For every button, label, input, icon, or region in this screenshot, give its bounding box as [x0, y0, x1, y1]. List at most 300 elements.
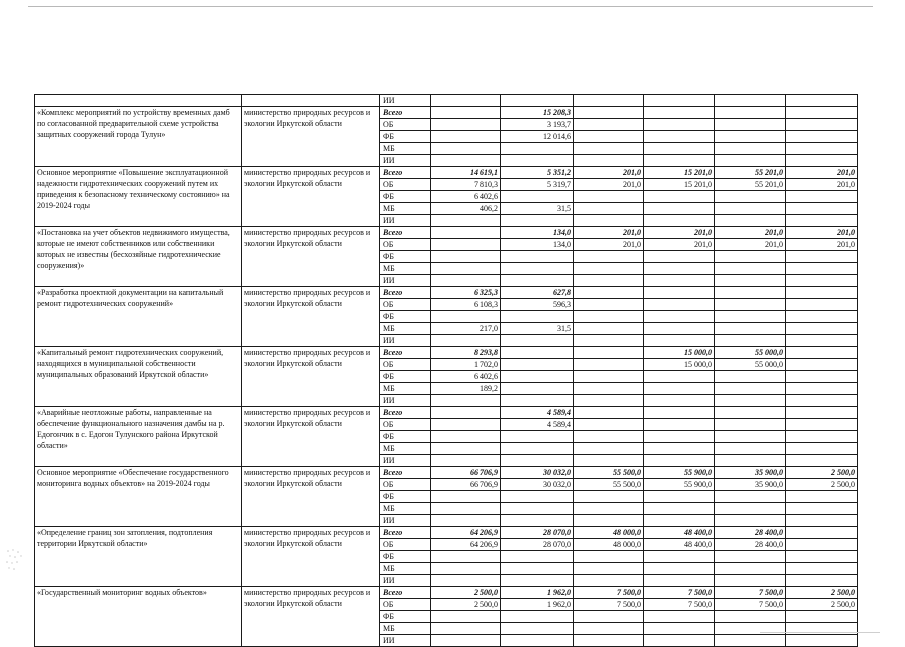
funding-amount-cell: 7 500,0 — [574, 599, 644, 611]
funding-source-cell: ОБ — [380, 479, 431, 491]
funding-amount-cell: 31,5 — [501, 203, 574, 215]
funding-amount-cell — [574, 275, 644, 287]
funding-amount-cell: 201,0 — [715, 239, 786, 251]
funding-amount-cell: 1 962,0 — [501, 599, 574, 611]
funding-amount-cell — [786, 515, 858, 527]
funding-amount-cell — [501, 515, 574, 527]
funding-amount-cell: 64 206,9 — [431, 539, 501, 551]
funding-amount-cell: 627,8 — [501, 287, 574, 299]
measure-description-cell: «Постановка на учет объектов недвижимого имущества, которые не имеют собственников или собственники которых не известны (бесхозяйные гидротехнические сооружения)» — [35, 227, 242, 287]
funding-amount-cell — [501, 251, 574, 263]
funding-amount-cell — [644, 275, 715, 287]
responsible-executor-cell: министерство природных ресурсов и экологии Иркутской области — [242, 587, 380, 647]
funding-amount-cell — [644, 371, 715, 383]
funding-source-cell: ФБ — [380, 491, 431, 503]
funding-amount-cell — [431, 119, 501, 131]
funding-amount-cell — [644, 155, 715, 167]
funding-source-cell: ИИ — [380, 155, 431, 167]
funding-amount-cell: 7 500,0 — [715, 587, 786, 599]
funding-amount-cell: 7 500,0 — [574, 587, 644, 599]
funding-amount-cell — [786, 131, 858, 143]
funding-amount-cell — [644, 215, 715, 227]
funding-amount-cell: 201,0 — [786, 239, 858, 251]
funding-source-cell: Всего — [380, 287, 431, 299]
funding-amount-cell — [715, 203, 786, 215]
funding-amount-cell: 6 325,3 — [431, 287, 501, 299]
funding-amount-cell — [574, 299, 644, 311]
funding-amount-cell: 201,0 — [786, 227, 858, 239]
funding-amount-cell — [574, 215, 644, 227]
funding-amount-cell: 1 962,0 — [501, 587, 574, 599]
funding-amount-cell — [786, 527, 858, 539]
funding-amount-cell: 201,0 — [574, 179, 644, 191]
funding-amount-cell: 6 108,3 — [431, 299, 501, 311]
funding-amount-cell — [644, 575, 715, 587]
funding-source-cell: ОБ — [380, 599, 431, 611]
funding-amount-cell — [786, 119, 858, 131]
funding-amount-cell — [786, 419, 858, 431]
funding-amount-cell: 48 000,0 — [574, 527, 644, 539]
funding-amount-cell: 201,0 — [574, 167, 644, 179]
measure-description-cell: «Государственный мониторинг водных объектов» — [35, 587, 242, 647]
funding-amount-cell — [786, 251, 858, 263]
funding-amount-cell — [431, 443, 501, 455]
funding-amount-cell: 134,0 — [501, 227, 574, 239]
funding-amount-cell: 30 032,0 — [501, 467, 574, 479]
funding-amount-cell — [786, 299, 858, 311]
funding-amount-cell — [715, 143, 786, 155]
table-row — [35, 587, 858, 599]
funding-amount-cell — [431, 143, 501, 155]
funding-amount-cell — [501, 611, 574, 623]
funding-amount-cell — [786, 371, 858, 383]
funding-amount-cell — [786, 323, 858, 335]
funding-amount-cell — [715, 611, 786, 623]
funding-amount-cell — [715, 491, 786, 503]
funding-amount-cell — [715, 419, 786, 431]
funding-amount-cell — [786, 611, 858, 623]
funding-amount-cell — [644, 503, 715, 515]
funding-source-cell: ИИ — [380, 335, 431, 347]
funding-amount-cell: 189,2 — [431, 383, 501, 395]
funding-amount-cell — [431, 503, 501, 515]
funding-amount-cell — [574, 455, 644, 467]
funding-source-cell: ИИ — [380, 635, 431, 647]
measure-description-cell: «Капитальный ремонт гидротехнических сооружений, находящихся в муниципальной собственности муниципальных образований Иркутской области» — [35, 347, 242, 407]
funding-amount-cell — [715, 371, 786, 383]
table-row — [35, 107, 858, 119]
funding-amount-cell: 15 201,0 — [644, 179, 715, 191]
funding-amount-cell — [644, 563, 715, 575]
funding-amount-cell — [501, 335, 574, 347]
table-row — [35, 407, 858, 419]
funding-amount-cell — [501, 443, 574, 455]
funding-amount-cell — [574, 203, 644, 215]
funding-amount-cell — [786, 287, 858, 299]
funding-amount-cell: 596,3 — [501, 299, 574, 311]
funding-amount-cell: 55 500,0 — [574, 479, 644, 491]
funding-amount-cell: 2 500,0 — [786, 599, 858, 611]
table-row — [35, 527, 858, 539]
funding-amount-cell: 35 900,0 — [715, 479, 786, 491]
funding-amount-cell — [715, 131, 786, 143]
funding-source-cell: МБ — [380, 203, 431, 215]
funding-amount-cell — [644, 623, 715, 635]
funding-amount-cell — [574, 251, 644, 263]
funding-amount-cell — [501, 359, 574, 371]
funding-amount-cell — [431, 155, 501, 167]
funding-amount-cell — [786, 155, 858, 167]
funding-source-cell: Всего — [380, 407, 431, 419]
funding-amount-cell — [715, 323, 786, 335]
funding-amount-cell: 7 500,0 — [644, 587, 715, 599]
responsible-executor-cell: министерство природных ресурсов и экологии Иркутской области — [242, 227, 380, 287]
responsible-executor-cell: министерство природных ресурсов и экологии Иркутской области — [242, 107, 380, 167]
funding-amount-cell — [431, 215, 501, 227]
funding-amount-cell — [574, 419, 644, 431]
funding-amount-cell — [644, 383, 715, 395]
funding-source-cell: ФБ — [380, 311, 431, 323]
funding-amount-cell — [574, 323, 644, 335]
funding-amount-cell — [574, 383, 644, 395]
funding-amount-cell — [574, 143, 644, 155]
responsible-executor-cell: министерство природных ресурсов и экологии Иркутской области — [242, 167, 380, 227]
table-row — [35, 467, 858, 479]
funding-amount-cell — [644, 131, 715, 143]
funding-amount-cell — [574, 431, 644, 443]
measure-description-cell: Основное мероприятие «Обеспечение государственного мониторинга водных объектов» на 2019-2024 годы — [35, 467, 242, 527]
funding-amount-cell — [574, 575, 644, 587]
funding-amount-cell — [644, 335, 715, 347]
funding-amount-cell — [501, 623, 574, 635]
funding-amount-cell — [786, 539, 858, 551]
funding-source-cell: ФБ — [380, 431, 431, 443]
funding-amount-cell — [574, 191, 644, 203]
funding-amount-cell: 35 900,0 — [715, 467, 786, 479]
funding-amount-cell — [431, 275, 501, 287]
funding-source-cell: ИИ — [380, 215, 431, 227]
funding-source-cell: ИИ — [380, 515, 431, 527]
table-cell-empty — [786, 95, 858, 107]
table-cell-empty — [431, 95, 501, 107]
funding-amount-cell — [715, 275, 786, 287]
funding-amount-cell — [431, 515, 501, 527]
funding-source-cell: ОБ — [380, 179, 431, 191]
funding-amount-cell — [431, 455, 501, 467]
funding-amount-cell — [786, 263, 858, 275]
funding-amount-cell — [574, 311, 644, 323]
scan-bottom-edge — [760, 632, 880, 633]
funding-amount-cell — [644, 143, 715, 155]
funding-amount-cell — [501, 215, 574, 227]
funding-amount-cell — [501, 143, 574, 155]
funding-amount-cell: 217,0 — [431, 323, 501, 335]
funding-amount-cell: 55 900,0 — [644, 479, 715, 491]
funding-source-cell: МБ — [380, 263, 431, 275]
funding-amount-cell: 7 500,0 — [715, 599, 786, 611]
funding-source-cell: МБ — [380, 503, 431, 515]
funding-amount-cell: 201,0 — [644, 227, 715, 239]
funding-amount-cell — [786, 383, 858, 395]
funding-amount-cell — [715, 443, 786, 455]
funding-amount-cell — [431, 551, 501, 563]
funding-amount-cell — [431, 407, 501, 419]
funding-amount-cell — [786, 203, 858, 215]
funding-amount-cell — [501, 311, 574, 323]
funding-amount-cell — [644, 323, 715, 335]
funding-amount-cell: 15 201,0 — [644, 167, 715, 179]
funding-amount-cell — [715, 107, 786, 119]
funding-amount-cell: 201,0 — [715, 227, 786, 239]
funding-source-cell: Всего — [380, 587, 431, 599]
funding-source-cell: Всего — [380, 167, 431, 179]
funding-amount-cell — [715, 311, 786, 323]
funding-amount-cell — [786, 443, 858, 455]
funding-source-cell: ФБ — [380, 611, 431, 623]
funding-source-cell: МБ — [380, 563, 431, 575]
funding-amount-cell — [786, 551, 858, 563]
funding-amount-cell: 55 500,0 — [574, 467, 644, 479]
funding-amount-cell: 201,0 — [786, 179, 858, 191]
funding-source-cell: ИИ — [380, 95, 431, 107]
funding-source-cell: ОБ — [380, 539, 431, 551]
funding-amount-cell — [501, 575, 574, 587]
funding-amount-cell — [501, 155, 574, 167]
funding-source-cell: ИИ — [380, 275, 431, 287]
funding-amount-cell — [786, 335, 858, 347]
funding-amount-cell: 28 400,0 — [715, 539, 786, 551]
funding-amount-cell — [644, 443, 715, 455]
funding-amount-cell — [715, 575, 786, 587]
funding-amount-cell — [574, 635, 644, 647]
funding-amount-cell — [574, 155, 644, 167]
funding-amount-cell: 2 500,0 — [431, 599, 501, 611]
measure-description-cell: Основное мероприятие «Повышение эксплуатационной надежности гидротехнических сооружений путем их приведения к безопасному техническому состоянию» на 2019-2024 годы — [35, 167, 242, 227]
funding-amount-cell: 2 500,0 — [786, 467, 858, 479]
funding-amount-cell — [715, 119, 786, 131]
funding-amount-cell — [644, 515, 715, 527]
funding-amount-cell — [431, 431, 501, 443]
funding-amount-cell — [786, 503, 858, 515]
funding-source-cell: МБ — [380, 623, 431, 635]
funding-amount-cell — [644, 119, 715, 131]
funding-amount-cell — [644, 611, 715, 623]
scan-smudge-mark — [2, 545, 32, 575]
funding-amount-cell: 48 400,0 — [644, 527, 715, 539]
funding-amount-cell — [574, 515, 644, 527]
funding-amount-cell: 201,0 — [574, 239, 644, 251]
funding-amount-cell — [715, 263, 786, 275]
funding-amount-cell — [574, 119, 644, 131]
funding-amount-cell: 3 193,7 — [501, 119, 574, 131]
budget-table — [34, 94, 858, 647]
funding-amount-cell — [644, 299, 715, 311]
funding-amount-cell — [574, 491, 644, 503]
measure-description-cell: «Определение границ зон затопления, подтопления территории Иркутской области» — [35, 527, 242, 587]
responsible-executor-cell: министерство природных ресурсов и экологии Иркутской области — [242, 407, 380, 467]
funding-amount-cell — [574, 287, 644, 299]
funding-amount-cell — [644, 311, 715, 323]
table-cell-empty — [644, 95, 715, 107]
funding-source-cell: МБ — [380, 143, 431, 155]
funding-amount-cell — [786, 455, 858, 467]
funding-amount-cell: 134,0 — [501, 239, 574, 251]
funding-amount-cell — [431, 131, 501, 143]
funding-source-cell: Всего — [380, 107, 431, 119]
funding-amount-cell — [574, 623, 644, 635]
funding-source-cell: Всего — [380, 467, 431, 479]
funding-source-cell: Всего — [380, 227, 431, 239]
funding-amount-cell — [501, 191, 574, 203]
funding-source-cell: Всего — [380, 527, 431, 539]
funding-amount-cell — [786, 107, 858, 119]
funding-amount-cell: 406,2 — [431, 203, 501, 215]
funding-amount-cell: 15 000,0 — [644, 359, 715, 371]
funding-source-cell: МБ — [380, 383, 431, 395]
responsible-executor-cell: министерство природных ресурсов и экологии Иркутской области — [242, 287, 380, 347]
funding-amount-cell: 55 201,0 — [715, 179, 786, 191]
funding-amount-cell — [715, 335, 786, 347]
funding-amount-cell — [431, 395, 501, 407]
funding-amount-cell — [574, 347, 644, 359]
funding-amount-cell — [644, 635, 715, 647]
funding-amount-cell — [431, 419, 501, 431]
funding-source-cell: ФБ — [380, 371, 431, 383]
funding-amount-cell — [786, 311, 858, 323]
funding-amount-cell — [431, 239, 501, 251]
measure-description-cell: «Аварийные неотложные работы, направленные на обеспечение функционального назначения дамбы на р. Едогончик в с. Едогон Тулунского района Иркутской области» — [35, 407, 242, 467]
funding-source-cell: ОБ — [380, 359, 431, 371]
funding-source-cell: ОБ — [380, 419, 431, 431]
funding-amount-cell — [715, 383, 786, 395]
responsible-executor-cell: министерство природных ресурсов и экологии Иркутской области — [242, 527, 380, 587]
funding-amount-cell — [431, 251, 501, 263]
funding-amount-cell: 5 351,2 — [501, 167, 574, 179]
funding-amount-cell — [431, 623, 501, 635]
funding-amount-cell — [644, 407, 715, 419]
funding-amount-cell — [574, 563, 644, 575]
funding-source-cell: ФБ — [380, 191, 431, 203]
table-cell-empty — [242, 95, 380, 107]
funding-amount-cell: 66 706,9 — [431, 479, 501, 491]
measure-description-cell: «Комплекс мероприятий по устройству временных дамб по согласованной предварительной схеме устройства защитных сооружений города Тулун» — [35, 107, 242, 167]
table-cell-empty — [574, 95, 644, 107]
funding-amount-cell: 64 206,9 — [431, 527, 501, 539]
funding-amount-cell — [574, 263, 644, 275]
funding-amount-cell — [786, 275, 858, 287]
funding-amount-cell: 201,0 — [574, 227, 644, 239]
funding-amount-cell — [431, 563, 501, 575]
funding-amount-cell — [715, 503, 786, 515]
funding-source-cell: ФБ — [380, 551, 431, 563]
funding-amount-cell — [644, 251, 715, 263]
funding-amount-cell — [644, 287, 715, 299]
funding-amount-cell — [501, 551, 574, 563]
funding-amount-cell: 15 208,3 — [501, 107, 574, 119]
funding-amount-cell — [574, 551, 644, 563]
funding-source-cell: ОБ — [380, 239, 431, 251]
funding-amount-cell — [715, 395, 786, 407]
funding-amount-cell: 55 900,0 — [644, 467, 715, 479]
funding-amount-cell — [431, 107, 501, 119]
funding-amount-cell — [644, 419, 715, 431]
funding-amount-cell — [501, 383, 574, 395]
funding-amount-cell — [786, 347, 858, 359]
funding-amount-cell — [501, 455, 574, 467]
funding-amount-cell: 7 500,0 — [644, 599, 715, 611]
table-cell-empty — [715, 95, 786, 107]
funding-source-cell: МБ — [380, 323, 431, 335]
funding-amount-cell — [715, 431, 786, 443]
funding-amount-cell: 12 014,6 — [501, 131, 574, 143]
table-row — [35, 227, 858, 239]
funding-amount-cell — [715, 191, 786, 203]
table-cell-empty — [35, 95, 242, 107]
funding-amount-cell: 55 201,0 — [715, 167, 786, 179]
funding-amount-cell: 2 500,0 — [431, 587, 501, 599]
responsible-executor-cell: министерство природных ресурсов и экологии Иркутской области — [242, 467, 380, 527]
funding-amount-cell: 15 000,0 — [644, 347, 715, 359]
funding-amount-cell: 201,0 — [786, 167, 858, 179]
funding-amount-cell: 2 500,0 — [786, 587, 858, 599]
funding-amount-cell — [431, 263, 501, 275]
funding-amount-cell: 55 000,0 — [715, 347, 786, 359]
funding-amount-cell — [431, 611, 501, 623]
funding-amount-cell — [644, 191, 715, 203]
funding-amount-cell — [715, 215, 786, 227]
funding-amount-cell: 4 589,4 — [501, 419, 574, 431]
funding-amount-cell — [431, 311, 501, 323]
funding-amount-cell — [574, 107, 644, 119]
funding-amount-cell — [786, 191, 858, 203]
funding-amount-cell — [431, 575, 501, 587]
funding-amount-cell — [574, 359, 644, 371]
funding-amount-cell: 48 000,0 — [574, 539, 644, 551]
funding-amount-cell — [644, 431, 715, 443]
funding-amount-cell — [574, 335, 644, 347]
funding-amount-cell — [574, 443, 644, 455]
funding-source-cell: ИИ — [380, 455, 431, 467]
funding-amount-cell — [786, 359, 858, 371]
funding-amount-cell — [786, 491, 858, 503]
funding-amount-cell: 6 402,6 — [431, 191, 501, 203]
funding-amount-cell: 48 400,0 — [644, 539, 715, 551]
funding-amount-cell: 28 400,0 — [715, 527, 786, 539]
funding-amount-cell — [715, 155, 786, 167]
funding-amount-cell: 5 319,7 — [501, 179, 574, 191]
responsible-executor-cell: министерство природных ресурсов и экологии Иркутской области — [242, 347, 380, 407]
funding-amount-cell — [431, 635, 501, 647]
funding-amount-cell — [574, 131, 644, 143]
funding-source-cell: ИИ — [380, 575, 431, 587]
funding-amount-cell — [501, 263, 574, 275]
funding-amount-cell — [501, 347, 574, 359]
funding-amount-cell — [786, 635, 858, 647]
funding-amount-cell — [501, 371, 574, 383]
funding-amount-cell: 8 293,8 — [431, 347, 501, 359]
funding-source-cell: ИИ — [380, 395, 431, 407]
funding-amount-cell — [715, 251, 786, 263]
funding-amount-cell — [501, 491, 574, 503]
funding-source-cell: ФБ — [380, 131, 431, 143]
funding-amount-cell — [715, 551, 786, 563]
table-cell-empty — [501, 95, 574, 107]
funding-amount-cell: 2 500,0 — [786, 479, 858, 491]
funding-amount-cell: 31,5 — [501, 323, 574, 335]
funding-amount-cell — [715, 287, 786, 299]
funding-amount-cell — [715, 455, 786, 467]
funding-amount-cell — [644, 491, 715, 503]
